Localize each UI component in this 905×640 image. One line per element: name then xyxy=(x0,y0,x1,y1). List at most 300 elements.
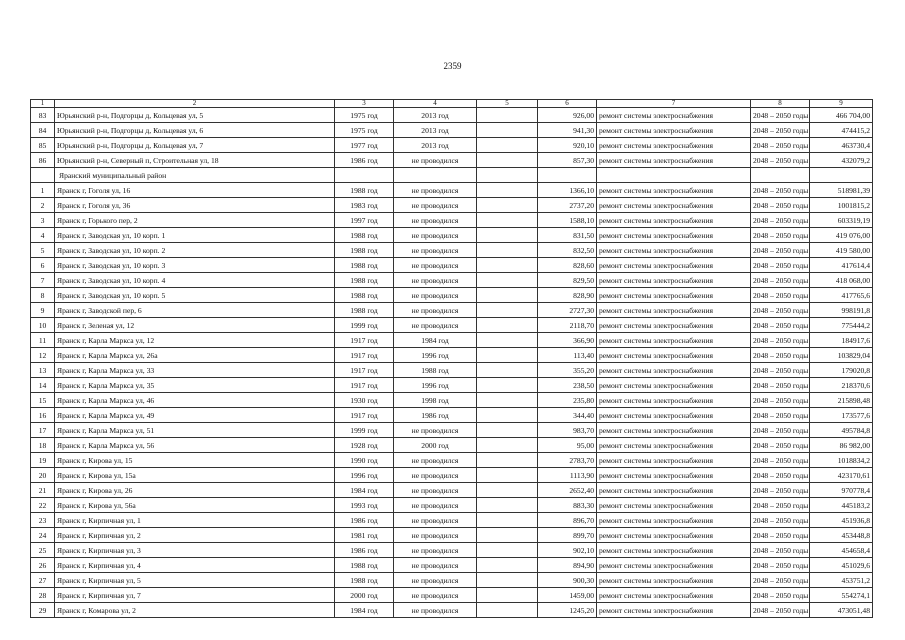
empty-cell xyxy=(335,168,394,183)
cost-cell: 423170,61 xyxy=(810,468,873,483)
build-year-cell: 1983 год xyxy=(335,198,394,213)
cost-cell: 775444,2 xyxy=(810,318,873,333)
table-row xyxy=(31,153,873,168)
table-row xyxy=(31,183,873,198)
cost-cell: 432079,2 xyxy=(810,153,873,168)
address-cell: Яранск г, Карла Маркса ул, 49 xyxy=(55,408,335,423)
row-number: 19 xyxy=(31,453,55,468)
work-type-cell: ремонт системы электроснабжения xyxy=(597,108,751,123)
work-type-cell: ремонт системы электроснабжения xyxy=(597,318,751,333)
cost-cell: 466 704,00 xyxy=(810,108,873,123)
row-number: 25 xyxy=(31,543,55,558)
column-number: 6 xyxy=(538,100,597,108)
address-cell: Яранск г, Карла Маркса ул, 33 xyxy=(55,363,335,378)
column-number: 8 xyxy=(751,100,810,108)
work-type-cell: ремонт системы электроснабжения xyxy=(597,288,751,303)
build-year-cell: 1986 год xyxy=(335,513,394,528)
address-cell: Яранск г, Кирпичная ул, 4 xyxy=(55,558,335,573)
address-cell: Яранск г, Карла Маркса ул, 35 xyxy=(55,378,335,393)
row-number: 14 xyxy=(31,378,55,393)
build-year-cell: 1928 год xyxy=(335,438,394,453)
build-year-cell: 1988 год xyxy=(335,183,394,198)
row-number: 22 xyxy=(31,498,55,513)
build-year-cell: 1917 год xyxy=(335,363,394,378)
last-repair-cell: 1998 год xyxy=(394,393,477,408)
build-year-cell: 1999 год xyxy=(335,318,394,333)
table-row xyxy=(31,408,873,423)
period-cell: 2048 – 2050 годы xyxy=(751,198,810,213)
address-cell: Юрьянский р-н, Подгорцы д, Кольцевая ул, 6 xyxy=(55,123,335,138)
column-5-cell xyxy=(477,408,538,423)
address-cell: Юрьянский р-н, Северный п, Строительная ул, 18 xyxy=(55,153,335,168)
period-cell: 2048 – 2050 годы xyxy=(751,123,810,138)
cost-cell: 463730,4 xyxy=(810,138,873,153)
area-cell: 2737,20 xyxy=(538,198,597,213)
area-cell: 899,70 xyxy=(538,528,597,543)
period-cell: 2048 – 2050 годы xyxy=(751,483,810,498)
area-cell: 113,40 xyxy=(538,348,597,363)
period-cell: 2048 – 2050 годы xyxy=(751,258,810,273)
address-cell: Яранск г, Карла Маркса ул, 56 xyxy=(55,438,335,453)
table-row xyxy=(31,378,873,393)
table-row xyxy=(31,243,873,258)
area-cell: 1459,00 xyxy=(538,588,597,603)
column-5-cell xyxy=(477,438,538,453)
empty-cell xyxy=(538,168,597,183)
column-number: 3 xyxy=(335,100,394,108)
period-cell: 2048 – 2050 годы xyxy=(751,363,810,378)
area-cell: 831,50 xyxy=(538,228,597,243)
empty-cell xyxy=(751,168,810,183)
cost-cell: 417614,4 xyxy=(810,258,873,273)
row-number: 21 xyxy=(31,483,55,498)
last-repair-cell: не проводился xyxy=(394,213,477,228)
table-row xyxy=(31,198,873,213)
cost-cell: 1018834,2 xyxy=(810,453,873,468)
column-5-cell xyxy=(477,513,538,528)
last-repair-cell: не проводился xyxy=(394,528,477,543)
section-row xyxy=(31,168,873,183)
address-cell: Яранск г, Кирпичная ул, 7 xyxy=(55,588,335,603)
last-repair-cell: не проводился xyxy=(394,513,477,528)
build-year-cell: 1986 год xyxy=(335,543,394,558)
column-5-cell xyxy=(477,363,538,378)
row-number: 1 xyxy=(31,183,55,198)
cost-cell: 453448,8 xyxy=(810,528,873,543)
period-cell: 2048 – 2050 годы xyxy=(751,453,810,468)
row-number: 23 xyxy=(31,513,55,528)
last-repair-cell: не проводился xyxy=(394,453,477,468)
build-year-cell: 1990 год xyxy=(335,453,394,468)
work-type-cell: ремонт системы электроснабжения xyxy=(597,483,751,498)
period-cell: 2048 – 2050 годы xyxy=(751,588,810,603)
period-cell: 2048 – 2050 годы xyxy=(751,408,810,423)
work-type-cell: ремонт системы электроснабжения xyxy=(597,588,751,603)
build-year-cell: 1988 год xyxy=(335,303,394,318)
row-number: 16 xyxy=(31,408,55,423)
row-number: 26 xyxy=(31,558,55,573)
cost-cell: 518981,39 xyxy=(810,183,873,198)
column-number: 7 xyxy=(597,100,751,108)
column-number: 5 xyxy=(477,100,538,108)
table-row xyxy=(31,288,873,303)
row-number: 7 xyxy=(31,273,55,288)
row-number: 27 xyxy=(31,573,55,588)
address-cell: Яранск г, Карла Маркса ул, 26а xyxy=(55,348,335,363)
area-cell: 1366,10 xyxy=(538,183,597,198)
address-cell: Яранск г, Горького пер, 2 xyxy=(55,213,335,228)
period-cell: 2048 – 2050 годы xyxy=(751,273,810,288)
period-cell: 2048 – 2050 годы xyxy=(751,318,810,333)
work-type-cell: ремонт системы электроснабжения xyxy=(597,573,751,588)
cost-cell: 998191,8 xyxy=(810,303,873,318)
cost-cell: 454658,4 xyxy=(810,543,873,558)
cost-cell: 474415,2 xyxy=(810,123,873,138)
row-number: 6 xyxy=(31,258,55,273)
build-year-cell: 1930 год xyxy=(335,393,394,408)
last-repair-cell: 1986 год xyxy=(394,408,477,423)
address-cell: Юрьянский р-н, Подгорцы д, Кольцевая ул, 5 xyxy=(55,108,335,123)
empty-cell xyxy=(597,168,751,183)
work-type-cell: ремонт системы электроснабжения xyxy=(597,273,751,288)
last-repair-cell: не проводился xyxy=(394,558,477,573)
last-repair-cell: 1996 год xyxy=(394,378,477,393)
address-cell: Яранск г, Кирпичная ул, 2 xyxy=(55,528,335,543)
last-repair-cell: не проводился xyxy=(394,423,477,438)
area-cell: 894,90 xyxy=(538,558,597,573)
column-5-cell xyxy=(477,543,538,558)
table-body xyxy=(31,100,873,618)
address-cell: Яранск г, Заводская ул, 10 корп. 1 xyxy=(55,228,335,243)
table-row xyxy=(31,258,873,273)
cost-cell: 451936,8 xyxy=(810,513,873,528)
address-cell: Яранск г, Кирпичная ул, 3 xyxy=(55,543,335,558)
row-number: 83 xyxy=(31,108,55,123)
last-repair-cell: 1988 год xyxy=(394,363,477,378)
last-repair-cell: не проводился xyxy=(394,498,477,513)
cost-cell: 173577,6 xyxy=(810,408,873,423)
row-number: 15 xyxy=(31,393,55,408)
period-cell: 2048 – 2050 годы xyxy=(751,348,810,363)
table-row xyxy=(31,348,873,363)
build-year-cell: 1917 год xyxy=(335,378,394,393)
area-cell: 828,60 xyxy=(538,258,597,273)
column-5-cell xyxy=(477,483,538,498)
last-repair-cell: 2013 год xyxy=(394,138,477,153)
period-cell: 2048 – 2050 годы xyxy=(751,498,810,513)
column-5-cell xyxy=(477,603,538,618)
build-year-cell: 1917 год xyxy=(335,408,394,423)
address-cell: Яранск г, Гоголя ул, 36 xyxy=(55,198,335,213)
address-cell: Яранск г, Заводская ул, 10 корп. 4 xyxy=(55,273,335,288)
period-cell: 2048 – 2050 годы xyxy=(751,378,810,393)
last-repair-cell: не проводился xyxy=(394,303,477,318)
address-cell: Юрьянский р-н, Подгорцы д, Кольцевая ул, 7 xyxy=(55,138,335,153)
build-year-cell: 1988 год xyxy=(335,558,394,573)
period-cell: 2048 – 2050 годы xyxy=(751,393,810,408)
column-number-row xyxy=(31,100,873,108)
work-type-cell: ремонт системы электроснабжения xyxy=(597,438,751,453)
build-year-cell: 1999 год xyxy=(335,423,394,438)
area-cell: 366,90 xyxy=(538,333,597,348)
area-cell: 857,30 xyxy=(538,153,597,168)
build-year-cell: 1984 год xyxy=(335,483,394,498)
table-row xyxy=(31,318,873,333)
row-number: 8 xyxy=(31,288,55,303)
last-repair-cell: не проводился xyxy=(394,153,477,168)
last-repair-cell: не проводился xyxy=(394,183,477,198)
work-type-cell: ремонт системы электроснабжения xyxy=(597,303,751,318)
table-row xyxy=(31,468,873,483)
area-cell: 896,70 xyxy=(538,513,597,528)
work-type-cell: ремонт системы электроснабжения xyxy=(597,138,751,153)
repair-schedule-table xyxy=(30,99,873,618)
column-5-cell xyxy=(477,558,538,573)
period-cell: 2048 – 2050 годы xyxy=(751,333,810,348)
row-number: 9 xyxy=(31,303,55,318)
column-5-cell xyxy=(477,498,538,513)
work-type-cell: ремонт системы электроснабжения xyxy=(597,153,751,168)
cost-cell: 418 068,00 xyxy=(810,273,873,288)
column-5-cell xyxy=(477,348,538,363)
last-repair-cell: не проводился xyxy=(394,258,477,273)
column-number: 2 xyxy=(55,100,335,108)
table-row xyxy=(31,363,873,378)
last-repair-cell: не проводился xyxy=(394,198,477,213)
address-cell: Яранск г, Карла Маркса ул, 51 xyxy=(55,423,335,438)
period-cell: 2048 – 2050 годы xyxy=(751,138,810,153)
work-type-cell: ремонт системы электроснабжения xyxy=(597,603,751,618)
period-cell: 2048 – 2050 годы xyxy=(751,528,810,543)
period-cell: 2048 – 2050 годы xyxy=(751,513,810,528)
work-type-cell: ремонт системы электроснабжения xyxy=(597,198,751,213)
build-year-cell: 1996 год xyxy=(335,468,394,483)
work-type-cell: ремонт системы электроснабжения xyxy=(597,408,751,423)
table-row xyxy=(31,333,873,348)
last-repair-cell: не проводился xyxy=(394,288,477,303)
build-year-cell: 1986 год xyxy=(335,153,394,168)
table-row xyxy=(31,123,873,138)
area-cell: 344,40 xyxy=(538,408,597,423)
cost-cell: 453751,2 xyxy=(810,573,873,588)
build-year-cell: 1975 год xyxy=(335,123,394,138)
table-row xyxy=(31,498,873,513)
period-cell: 2048 – 2050 годы xyxy=(751,228,810,243)
cost-cell: 218370,6 xyxy=(810,378,873,393)
column-5-cell xyxy=(477,453,538,468)
cost-cell: 419 580,00 xyxy=(810,243,873,258)
table-row xyxy=(31,603,873,618)
row-number: 4 xyxy=(31,228,55,243)
build-year-cell: 1988 год xyxy=(335,288,394,303)
empty-cell xyxy=(810,168,873,183)
cost-cell: 419 076,00 xyxy=(810,228,873,243)
last-repair-cell: не проводился xyxy=(394,468,477,483)
row-number: 28 xyxy=(31,588,55,603)
table-row xyxy=(31,513,873,528)
last-repair-cell: не проводился xyxy=(394,573,477,588)
last-repair-cell: 2013 год xyxy=(394,123,477,138)
work-type-cell: ремонт системы электроснабжения xyxy=(597,123,751,138)
last-repair-cell: не проводился xyxy=(394,543,477,558)
cost-cell: 1001815,2 xyxy=(810,198,873,213)
work-type-cell: ремонт системы электроснабжения xyxy=(597,243,751,258)
area-cell: 238,50 xyxy=(538,378,597,393)
address-cell: Яранск г, Кирпичная ул, 5 xyxy=(55,573,335,588)
area-cell: 235,80 xyxy=(538,393,597,408)
section-title: Яранский муниципальный район xyxy=(55,168,335,183)
last-repair-cell: не проводился xyxy=(394,603,477,618)
address-cell: Яранск г, Заводская ул, 10 корп. 3 xyxy=(55,258,335,273)
work-type-cell: ремонт системы электроснабжения xyxy=(597,558,751,573)
column-number: 4 xyxy=(394,100,477,108)
period-cell: 2048 – 2050 годы xyxy=(751,603,810,618)
row-number: 18 xyxy=(31,438,55,453)
build-year-cell: 1917 год xyxy=(335,333,394,348)
column-5-cell xyxy=(477,378,538,393)
row-number: 5 xyxy=(31,243,55,258)
area-cell: 828,90 xyxy=(538,288,597,303)
address-cell: Яранск г, Кирова ул, 26 xyxy=(55,483,335,498)
cost-cell: 473051,48 xyxy=(810,603,873,618)
address-cell: Яранск г, Карла Маркса ул, 12 xyxy=(55,333,335,348)
period-cell: 2048 – 2050 годы xyxy=(751,573,810,588)
period-cell: 2048 – 2050 годы xyxy=(751,468,810,483)
cost-cell: 554274,1 xyxy=(810,588,873,603)
area-cell: 2118,70 xyxy=(538,318,597,333)
last-repair-cell: не проводился xyxy=(394,588,477,603)
area-cell: 900,30 xyxy=(538,573,597,588)
empty-cell xyxy=(477,168,538,183)
column-5-cell xyxy=(477,333,538,348)
row-number: 2 xyxy=(31,198,55,213)
empty-cell xyxy=(31,168,55,183)
period-cell: 2048 – 2050 годы xyxy=(751,213,810,228)
build-year-cell: 1975 год xyxy=(335,108,394,123)
area-cell: 355,20 xyxy=(538,363,597,378)
table-row xyxy=(31,138,873,153)
work-type-cell: ремонт системы электроснабжения xyxy=(597,183,751,198)
work-type-cell: ремонт системы электроснабжения xyxy=(597,423,751,438)
table-row xyxy=(31,543,873,558)
row-number: 20 xyxy=(31,468,55,483)
empty-cell xyxy=(394,168,477,183)
last-repair-cell: не проводился xyxy=(394,228,477,243)
period-cell: 2048 – 2050 годы xyxy=(751,288,810,303)
row-number: 17 xyxy=(31,423,55,438)
address-cell: Яранск г, Кирова ул, 15а xyxy=(55,468,335,483)
address-cell: Яранск г, Кирова ул, 56а xyxy=(55,498,335,513)
table-row xyxy=(31,483,873,498)
cost-cell: 417765,6 xyxy=(810,288,873,303)
area-cell: 902,10 xyxy=(538,543,597,558)
column-5-cell xyxy=(477,138,538,153)
area-cell: 95,00 xyxy=(538,438,597,453)
build-year-cell: 1977 год xyxy=(335,138,394,153)
column-number: 1 xyxy=(31,100,55,108)
area-cell: 920,10 xyxy=(538,138,597,153)
work-type-cell: ремонт системы электроснабжения xyxy=(597,228,751,243)
cost-cell: 603319,19 xyxy=(810,213,873,228)
work-type-cell: ремонт системы электроснабжения xyxy=(597,468,751,483)
period-cell: 2048 – 2050 годы xyxy=(751,558,810,573)
period-cell: 2048 – 2050 годы xyxy=(751,183,810,198)
work-type-cell: ремонт системы электроснабжения xyxy=(597,213,751,228)
column-5-cell xyxy=(477,258,538,273)
address-cell: Яранск г, Кирпичная ул, 1 xyxy=(55,513,335,528)
work-type-cell: ремонт системы электроснабжения xyxy=(597,528,751,543)
period-cell: 2048 – 2050 годы xyxy=(751,543,810,558)
build-year-cell: 1988 год xyxy=(335,573,394,588)
build-year-cell: 1988 год xyxy=(335,228,394,243)
build-year-cell: 1981 год xyxy=(335,528,394,543)
column-5-cell xyxy=(477,243,538,258)
build-year-cell: 1984 год xyxy=(335,603,394,618)
build-year-cell: 1993 год xyxy=(335,498,394,513)
area-cell: 2727,30 xyxy=(538,303,597,318)
column-5-cell xyxy=(477,198,538,213)
work-type-cell: ремонт системы электроснабжения xyxy=(597,393,751,408)
last-repair-cell: не проводился xyxy=(394,243,477,258)
table-row xyxy=(31,528,873,543)
area-cell: 983,70 xyxy=(538,423,597,438)
column-5-cell xyxy=(477,393,538,408)
work-type-cell: ремонт системы электроснабжения xyxy=(597,363,751,378)
cost-cell: 445183,2 xyxy=(810,498,873,513)
area-cell: 1113,90 xyxy=(538,468,597,483)
address-cell: Яранск г, Заводская ул, 10 корп. 2 xyxy=(55,243,335,258)
address-cell: Яранск г, Кирова ул, 15 xyxy=(55,453,335,468)
row-number: 86 xyxy=(31,153,55,168)
area-cell: 2783,70 xyxy=(538,453,597,468)
address-cell: Яранск г, Карла Маркса ул, 46 xyxy=(55,393,335,408)
last-repair-cell: не проводился xyxy=(394,273,477,288)
address-cell: Яранск г, Зеленая ул, 12 xyxy=(55,318,335,333)
build-year-cell: 1988 год xyxy=(335,243,394,258)
column-5-cell xyxy=(477,303,538,318)
table-row xyxy=(31,273,873,288)
work-type-cell: ремонт системы электроснабжения xyxy=(597,543,751,558)
column-5-cell xyxy=(477,213,538,228)
area-cell: 941,30 xyxy=(538,123,597,138)
column-5-cell xyxy=(477,468,538,483)
work-type-cell: ремонт системы электроснабжения xyxy=(597,453,751,468)
work-type-cell: ремонт системы электроснабжения xyxy=(597,348,751,363)
period-cell: 2048 – 2050 годы xyxy=(751,303,810,318)
column-5-cell xyxy=(477,108,538,123)
area-cell: 926,00 xyxy=(538,108,597,123)
column-5-cell xyxy=(477,588,538,603)
period-cell: 2048 – 2050 годы xyxy=(751,423,810,438)
column-5-cell xyxy=(477,318,538,333)
column-5-cell xyxy=(477,273,538,288)
table-row xyxy=(31,573,873,588)
build-year-cell: 1997 год xyxy=(335,213,394,228)
build-year-cell: 2000 год xyxy=(335,588,394,603)
work-type-cell: ремонт системы электроснабжения xyxy=(597,378,751,393)
column-5-cell xyxy=(477,123,538,138)
column-5-cell xyxy=(477,153,538,168)
table-row xyxy=(31,453,873,468)
address-cell: Яранск г, Гоголя ул, 16 xyxy=(55,183,335,198)
work-type-cell: ремонт системы электроснабжения xyxy=(597,513,751,528)
period-cell: 2048 – 2050 годы xyxy=(751,153,810,168)
cost-cell: 451029,6 xyxy=(810,558,873,573)
column-5-cell xyxy=(477,573,538,588)
column-5-cell xyxy=(477,288,538,303)
last-repair-cell: 1996 год xyxy=(394,348,477,363)
row-number: 24 xyxy=(31,528,55,543)
